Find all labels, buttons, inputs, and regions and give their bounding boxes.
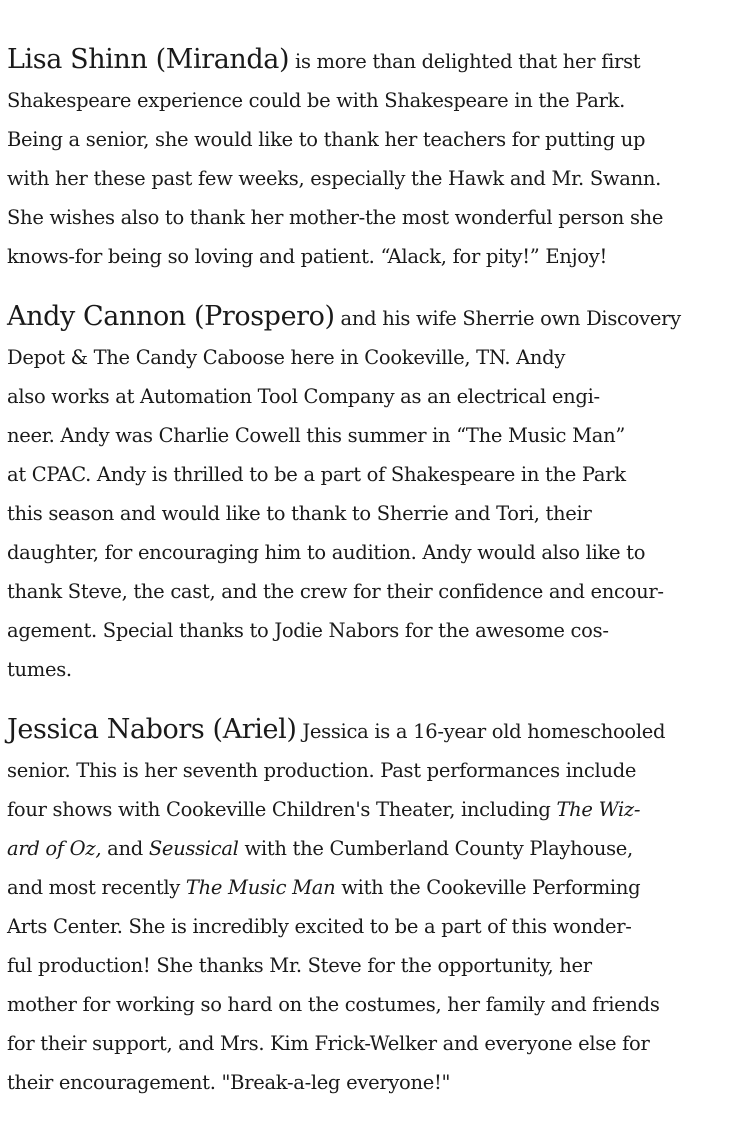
bio-line: Shakespeare experience could be with Shakespeare in the Park.	[7, 89, 626, 112]
bio-line: Being a senior, she would like to thank her teachers for putting up	[7, 128, 646, 151]
bio-line	[7, 710, 729, 751]
bio-text: and most recently	[7, 876, 186, 899]
bio-line: ful production! She thanks Mr. Steve for the opportunity, her	[7, 954, 592, 977]
bio-line: their encouragement. "Break-a-leg everyone!"	[7, 1071, 451, 1094]
bio-text: and his wife Sherrie own Discovery	[334, 307, 681, 330]
bio-line: Arts Center. She is incredibly excited to be a part of this wonder-	[7, 915, 632, 938]
bio-jessica-nabors	[7, 710, 729, 1102]
show-title: ard of Oz,	[7, 837, 102, 860]
bio-line: daughter, for encouraging him to audition. Andy would also like to	[7, 541, 646, 564]
bio-line	[7, 297, 729, 338]
bio-name: Lisa Shinn (Miranda)	[7, 44, 290, 75]
show-title: The Music Man	[185, 876, 336, 899]
show-title: Seussical	[148, 837, 239, 860]
bio-line: Depot & The Candy Caboose here in Cookeville, TN. Andy	[7, 346, 566, 369]
bio-page	[7, 40, 729, 1102]
bio-line	[7, 790, 729, 829]
bio-line: senior. This is her seventh production. Past performances include	[7, 759, 637, 782]
bio-lisa-shinn	[7, 40, 729, 276]
bio-text: four shows with Cookeville Children's Theater, including	[7, 798, 557, 821]
bio-line: mother for working so hard on the costumes, her family and friends	[7, 993, 660, 1016]
bio-line: tumes.	[7, 658, 72, 681]
bio-line: agement. Special thanks to Jodie Nabors for the awesome cos-	[7, 619, 609, 642]
bio-text: with the Cookeville Performing	[335, 876, 641, 899]
bio-line	[7, 829, 729, 868]
bio-text: with the Cumberland County Playhouse,	[238, 837, 633, 860]
bio-line: knows-for being so loving and patient. “Alack, for pity!” Enjoy!	[7, 245, 607, 268]
bio-line: neer. Andy was Charlie Cowell this summer in “The Music Man”	[7, 424, 625, 447]
bio-andy-cannon	[7, 297, 729, 689]
bio-text: Jessica is a 16-year old homeschooled	[296, 720, 666, 743]
bio-line: at CPAC. Andy is thrilled to be a part of Shakespeare in the Park	[7, 463, 626, 486]
bio-name: Andy Cannon (Prospero)	[7, 301, 335, 332]
bio-text: is more than delighted that her first	[289, 50, 641, 73]
bio-line	[7, 40, 729, 81]
bio-line: thank Steve, the cast, and the crew for their confidence and encour-	[7, 580, 664, 603]
bio-line: with her these past few weeks, especially the Hawk and Mr. Swann.	[7, 167, 662, 190]
bio-line: this season and would like to thank to Sherrie and Tori, their	[7, 502, 592, 525]
show-title: The Wiz-	[556, 798, 641, 821]
bio-line: also works at Automation Tool Company as an electrical engi-	[7, 385, 600, 408]
bio-line: for their support, and Mrs. Kim Frick-Welker and everyone else for	[7, 1032, 650, 1055]
bio-line	[7, 868, 729, 907]
bio-text: and	[101, 837, 149, 860]
bio-name: Jessica Nabors (Ariel)	[7, 714, 297, 745]
bio-line: She wishes also to thank her mother-the most wonderful person she	[7, 206, 664, 229]
